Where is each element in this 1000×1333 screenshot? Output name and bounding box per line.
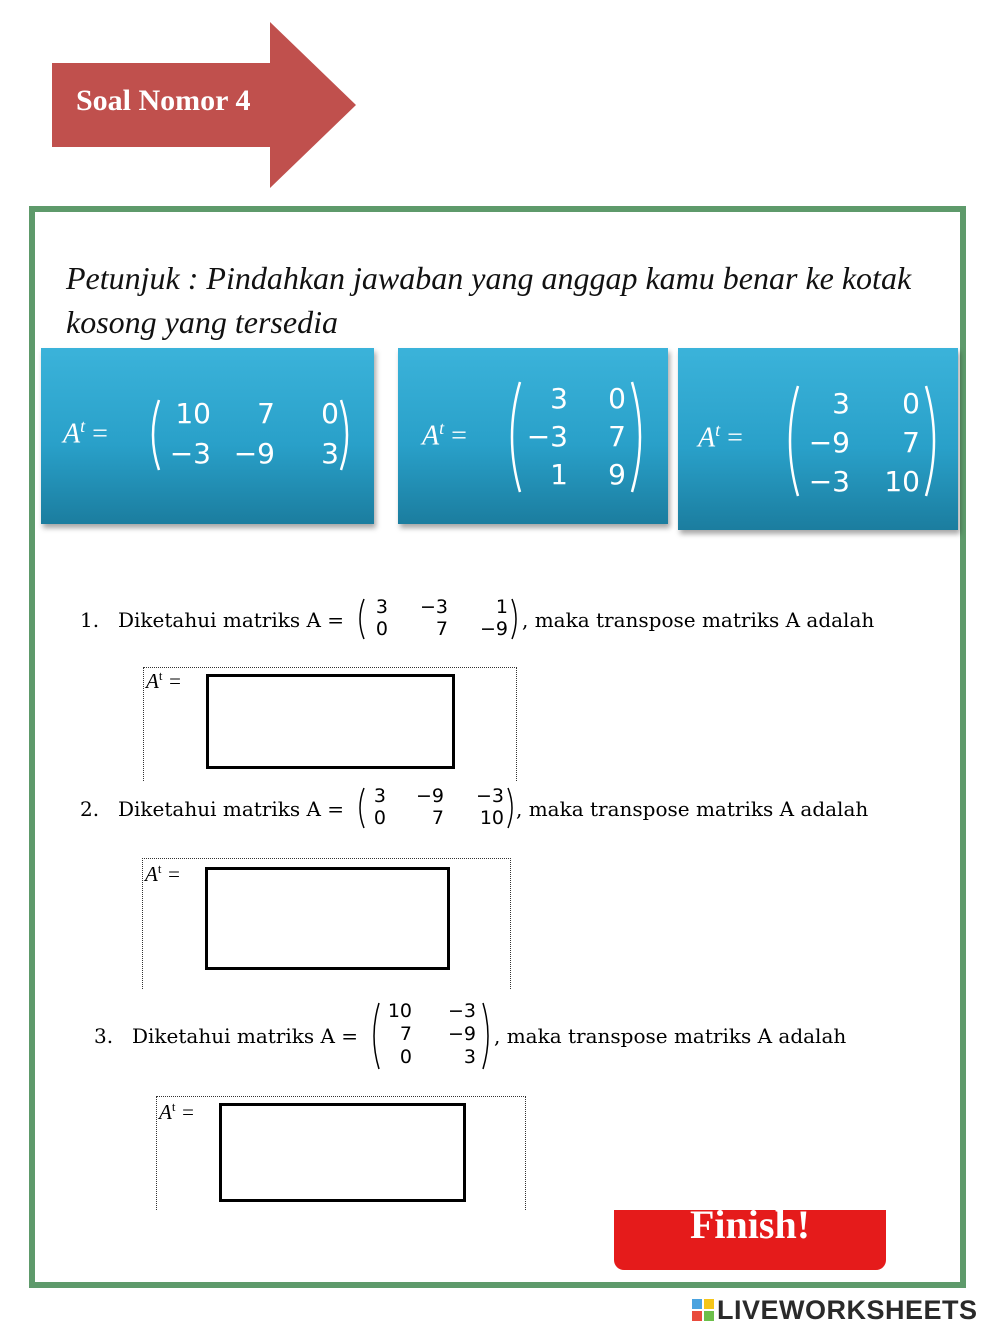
matrix-cell: 7	[399, 1023, 412, 1045]
question-2-suffix: , maka transpose matriks A adalah	[516, 797, 869, 821]
answer-option-lhs: $A^t$ =	[422, 418, 467, 452]
question-3-matrix	[370, 1000, 492, 1072]
matrix-cell: 0	[902, 387, 920, 420]
matrix-cell: 3	[321, 437, 339, 470]
answer-option-1[interactable]	[41, 348, 374, 524]
matrix-cell: −3	[419, 596, 448, 618]
matrix-cell: −9	[447, 1023, 476, 1045]
matrix-cell: 7	[902, 426, 920, 459]
matrix-cell: 7	[608, 420, 626, 453]
matrix-cell: 3	[550, 382, 568, 415]
matrix-cell: 1	[550, 458, 568, 491]
matrix-cell: 10	[175, 397, 211, 430]
question-1-number: 1.	[80, 608, 100, 632]
answer-option-matrix	[506, 378, 646, 496]
answer-option-2[interactable]	[398, 348, 668, 524]
answer-label: $A^t$ =	[145, 861, 181, 886]
question-2-answer-area	[142, 858, 511, 989]
matrix-cell: −3	[169, 437, 211, 470]
matrix-cell: −3	[447, 1000, 476, 1022]
matrix-cell: 10	[479, 807, 504, 829]
instruction-text: Petunjuk : Pindahkan jawaban yang anggap kamu benar ke kotak kosong yang tersedia	[66, 260, 912, 340]
answer-option-lhs: $A^t$ =	[63, 416, 108, 450]
matrix-cell: 10	[884, 465, 920, 498]
question-2-matrix	[356, 785, 516, 831]
matrix-cell: 0	[321, 397, 339, 430]
matrix-cell: −9	[233, 437, 275, 470]
matrix-cell: 3	[832, 387, 850, 420]
question-3-drop-box[interactable]	[219, 1103, 466, 1202]
question-3-answer-area	[156, 1096, 526, 1210]
matrix-cell: 3	[373, 785, 386, 807]
liveworksheets-logo-icon	[692, 1299, 714, 1321]
matrix-cell: 10	[387, 1000, 412, 1022]
liveworksheets-logo-text: LIVEWORKSHEETS	[717, 1294, 978, 1325]
answer-option-lhs: $A^t$ =	[698, 420, 743, 454]
question-1-suffix: , maka transpose matriks A adalah	[522, 608, 875, 632]
matrix-cell: 9	[608, 458, 626, 491]
finish-button[interactable]: Finish!	[614, 1210, 886, 1270]
matrix-cell: −9	[808, 426, 850, 459]
answer-option-3[interactable]	[678, 348, 958, 530]
matrix-cell: −3	[808, 465, 850, 498]
question-1-matrix	[356, 596, 520, 642]
matrix-cell: 0	[399, 1046, 412, 1068]
matrix-cell: 7	[435, 618, 448, 640]
matrix-cell: 7	[257, 397, 275, 430]
answer-option-matrix	[147, 396, 353, 474]
question-2-number: 2.	[80, 797, 100, 821]
question-3-prefix: Diketahui matriks A =	[132, 1024, 359, 1048]
matrix-cell: 3	[463, 1046, 476, 1068]
question-3-number: 3.	[94, 1024, 114, 1048]
matrix-cell: 3	[375, 596, 388, 618]
matrix-cell: 1	[495, 596, 508, 618]
question-number-label: Soal Nomor 4	[76, 84, 251, 117]
matrix-cell: 0	[373, 807, 386, 829]
matrix-cell: 0	[375, 618, 388, 640]
matrix-cell: −9	[479, 618, 508, 640]
question-2-drop-box[interactable]	[205, 867, 450, 970]
question-1-answer-area	[143, 667, 517, 781]
matrix-cell: −3	[475, 785, 504, 807]
question-3-suffix: , maka transpose matriks A adalah	[494, 1024, 847, 1048]
question-1-drop-box[interactable]	[206, 674, 455, 769]
question-2-prefix: Diketahui matriks A =	[118, 797, 345, 821]
matrix-cell: −9	[415, 785, 444, 807]
answer-label: $A^t$ =	[159, 1099, 195, 1124]
answer-label: $A^t$ =	[146, 668, 182, 693]
answer-option-matrix	[784, 382, 940, 500]
matrix-cell: −3	[526, 420, 568, 453]
matrix-cell: 7	[431, 807, 444, 829]
liveworksheets-logo	[692, 1295, 978, 1325]
matrix-cell: 0	[608, 382, 626, 415]
question-1-prefix: Diketahui matriks A =	[118, 608, 345, 632]
